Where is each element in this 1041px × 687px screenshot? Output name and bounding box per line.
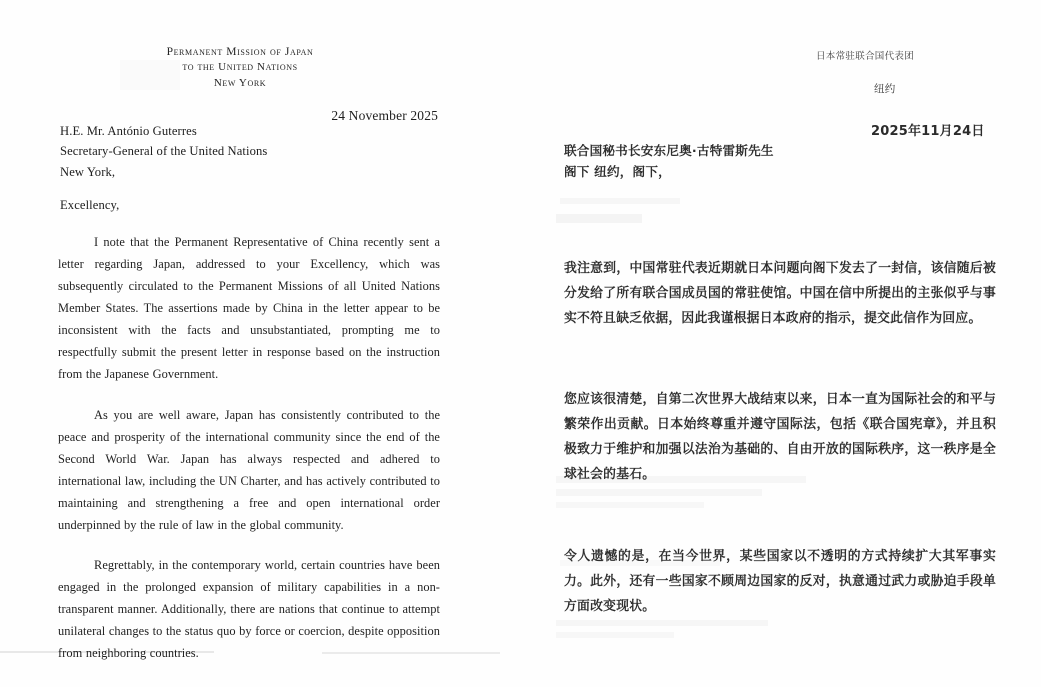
chinese-letter-page: [520, 0, 1041, 687]
english-addressee-block: [60, 121, 267, 182]
chinese-paragraph-2: 您应该很清楚，自第二次世界大战结束以来，日本一直为国际社会的和平与繁荣作出贡献。日本始终尊重并遵守国际法，包括《联合国宪章》，并且积极致力于维护和加强以法治为基础的、自由开放的国际秩序，这一秩序是全球社会的基石。: [564, 392, 996, 483]
chinese-addressee-salutation: 阁下 纽约，阁下，: [564, 164, 671, 180]
addressee-city: New York,: [60, 164, 116, 179]
english-date: 24 November 2025: [331, 108, 438, 123]
chinese-date: 2025年11月24日: [871, 124, 985, 139]
chinese-paragraph-1: 我注意到，中国常驻代表近期就日本问题向阁下发去了一封信，该信随后被分发给了所有联合国成员国的常驻使馆。中国在信中所提出的主张似乎与事实不符且缺乏依据，因此我谨根据日本政府的指示，提交此信作为回应。: [564, 261, 996, 327]
english-paragraph-1: I note that the Permanent Representative of China recently sent a letter regarding Japan, addressed to your Excellency, which was subsequently circulated to the Permanent Missions of all United Nations Member States. The assertions made by China in the letter appear to be inconsistent with the facts and unsubstantiated, prompting me to respectfully submit the present letter in response based on the instruction from the Japanese Government.: [58, 235, 440, 382]
chinese-addressee-block: [564, 140, 774, 182]
addressee-title: Secretary-General of the United Nations: [60, 144, 268, 159]
chinese-body: [564, 256, 996, 619]
english-paragraph-3: Regrettably, in the contemporary world, certain countries have been engaged in the prolonged expansion of military capabilities in a non-transparent manner. Additionally, there are nations that continue to attempt unilateral changes to the status quo by force or coercion, despite opposition from neighboring countries.: [58, 558, 440, 661]
chinese-city: 纽约: [874, 83, 896, 95]
chinese-addressee-name: 联合国秘书长安东尼奥·古特雷斯先生: [564, 143, 774, 158]
chinese-organization: 日本常驻联合国代表团: [816, 51, 915, 62]
letterhead-line-2: to the United Nations: [182, 61, 298, 74]
letterhead: [0, 44, 480, 92]
english-salutation: Excellency,: [60, 198, 120, 212]
letterhead-line-3: New York: [213, 76, 267, 89]
english-letter-page: [0, 0, 520, 687]
english-body: [58, 231, 440, 682]
addressee-name: H.E. Mr. António Guterres: [60, 124, 197, 138]
english-paragraph-2: As you are well aware, Japan has consistently contributed to the peace and prosperity of the international community since the end of the Second World War. Japan has always respected and adhered to international law, including the UN Charter, and has actively contributed to maintaining and strengthening a free and open international order underpinned by the rule of law in the global community.: [58, 407, 440, 532]
letterhead-line-1: Permanent Mission of Japan: [166, 46, 314, 58]
chinese-paragraph-3: 令人遗憾的是，在当今世界，某些国家以不透明的方式持续扩大其军事实力。此外，还有一些国家不顾周边国家的反对，执意通过武力或胁迫手段单方面改变现状。: [564, 548, 996, 614]
